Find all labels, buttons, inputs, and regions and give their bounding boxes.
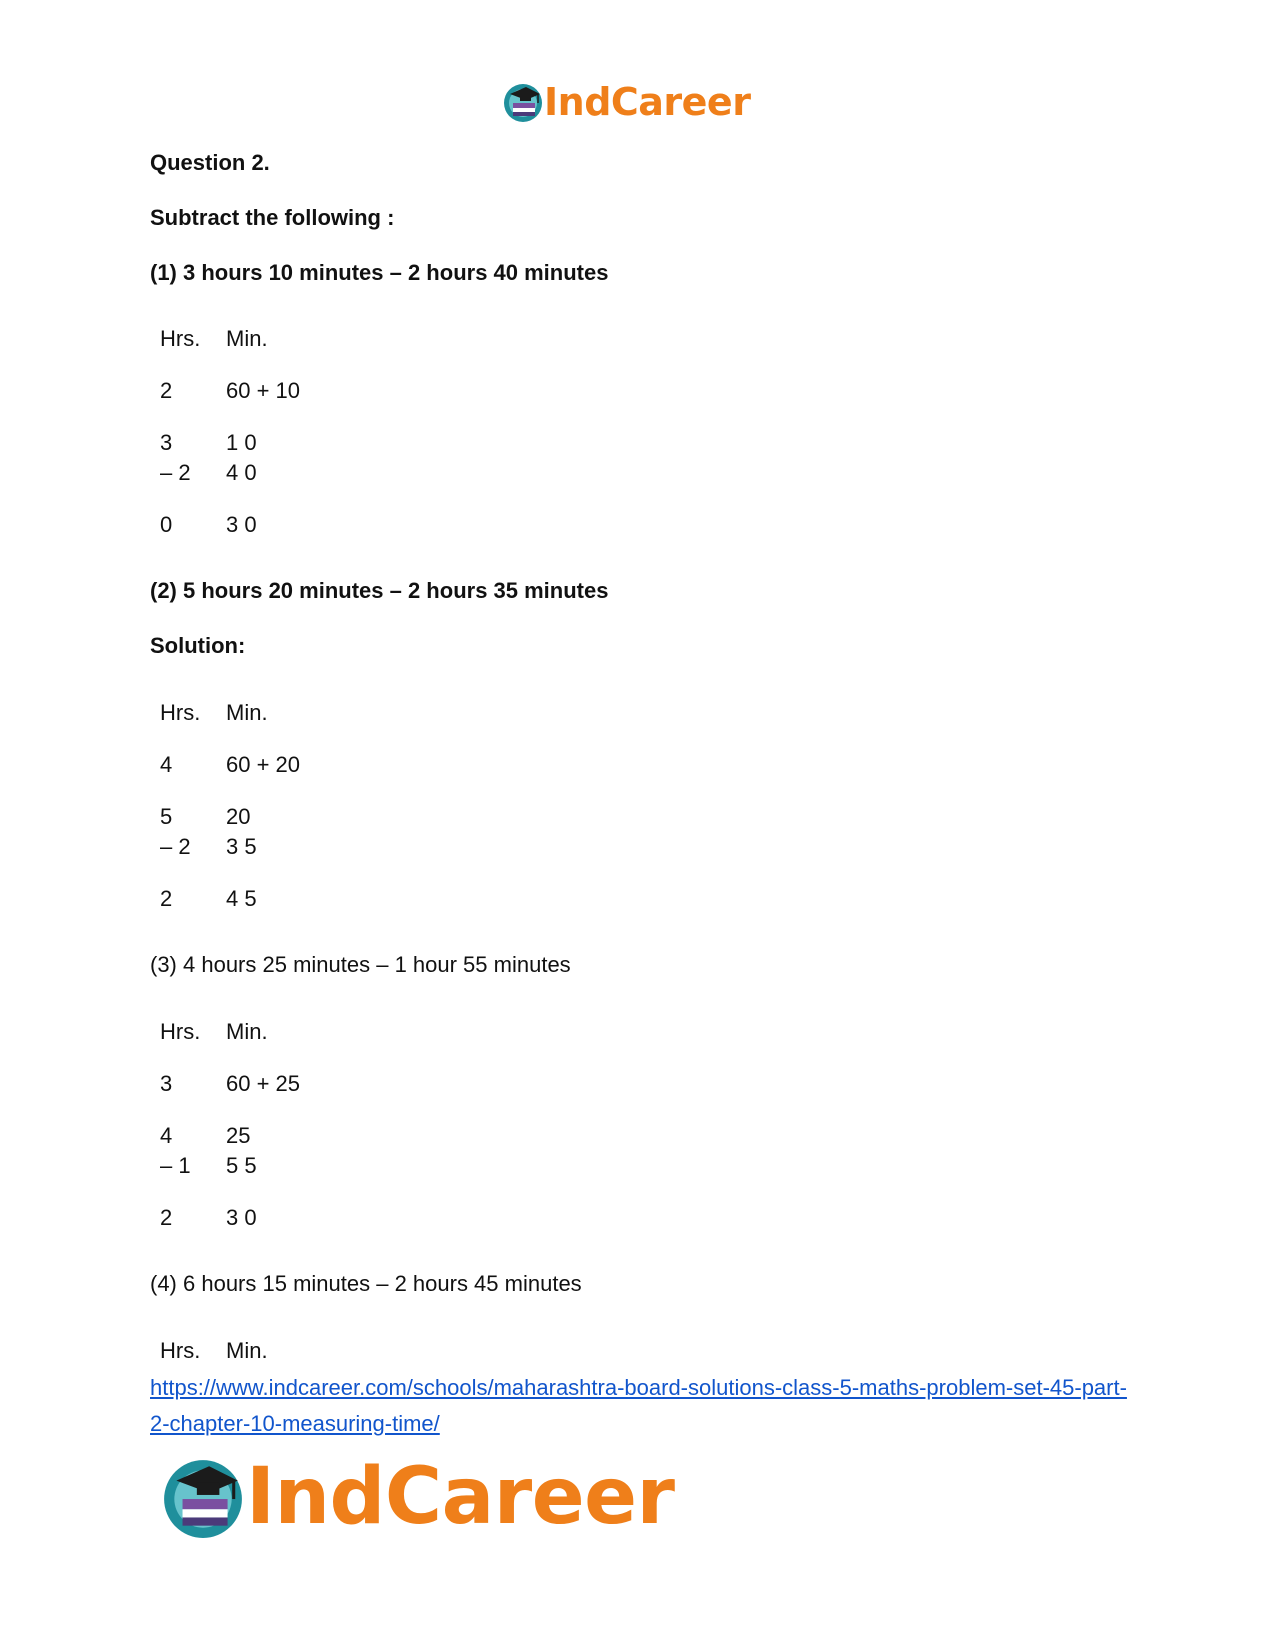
problem-3-borrow-min: 60 + 25 — [226, 1071, 301, 1096]
problem-4-header-hrs: Hrs. — [160, 1338, 201, 1363]
problem-1-minus-hrs: – 2 — [160, 460, 191, 485]
question-title: Question 2. — [150, 150, 270, 175]
problem-1-borrow-min: 60 + 10 — [226, 378, 301, 403]
graduation-book-icon — [502, 81, 544, 123]
problem-3-header-hrs: Hrs. — [160, 1019, 201, 1044]
graduation-book-icon — [160, 1454, 246, 1540]
problem-4-header-min: Min. — [226, 1338, 268, 1363]
problem-3-header-min: Min. — [226, 1019, 268, 1044]
problem-3-title: (3) 4 hours 25 minutes – 1 hour 55 minutes — [150, 952, 571, 977]
problem-1-minus-min: 4 0 — [226, 460, 257, 485]
problem-3-result-min: 3 0 — [226, 1205, 257, 1230]
problem-3-result-hrs: 2 — [160, 1205, 173, 1230]
problem-1-header-hrs: Hrs. — [160, 326, 201, 351]
problem-3-minus-hrs: – 1 — [160, 1153, 191, 1178]
problem-2-minus-min: 3 5 — [226, 834, 257, 859]
footer-logo — [160, 1452, 675, 1542]
problem-2-result-min: 4 5 — [226, 886, 257, 911]
problem-3-top-hrs: 4 — [160, 1123, 173, 1148]
problem-2-header-hrs: Hrs. — [160, 700, 201, 725]
header-logo-text: IndCareer — [544, 80, 751, 124]
problem-2-minus-hrs: – 2 — [160, 834, 191, 859]
problem-2-top-min: 20 — [226, 804, 251, 829]
problem-1-result-hrs: 0 — [160, 512, 173, 537]
header-logo — [502, 80, 750, 124]
problem-2-top-hrs: 5 — [160, 804, 173, 829]
problem-2-borrow-min: 60 + 20 — [226, 752, 301, 777]
problem-1-top-hrs: 3 — [160, 430, 173, 455]
problem-1-top-min: 1 0 — [226, 430, 257, 455]
problem-1-header-min: Min. — [226, 326, 268, 351]
problem-2-borrow-hrs: 4 — [160, 752, 173, 777]
problem-4-title: (4) 6 hours 15 minutes – 2 hours 45 minutes — [150, 1271, 582, 1296]
footer-logo-text: IndCareer — [246, 1452, 675, 1542]
problem-3-borrow-hrs: 3 — [160, 1071, 173, 1096]
problem-2-title: (2) 5 hours 20 minutes – 2 hours 35 minutes — [150, 578, 609, 603]
problem-1-result-min: 3 0 — [226, 512, 257, 537]
solution-label: Solution: — [150, 633, 246, 658]
problem-2-result-hrs: 2 — [160, 886, 173, 911]
instruction-text: Subtract the following : — [150, 205, 395, 230]
problem-1-borrow-hrs: 2 — [160, 378, 173, 403]
footer-source-link[interactable]: https://www.indcareer.com/schools/maharashtra-board-solutions-class-5-maths-problem-set-45-part-2-chapter-10-measuring-time/ — [150, 1375, 1127, 1436]
problem-1-title: (1) 3 hours 10 minutes – 2 hours 40 minutes — [150, 260, 609, 285]
problem-3-top-min: 25 — [226, 1123, 251, 1148]
problem-3-minus-min: 5 5 — [226, 1153, 257, 1178]
problem-2-header-min: Min. — [226, 700, 268, 725]
